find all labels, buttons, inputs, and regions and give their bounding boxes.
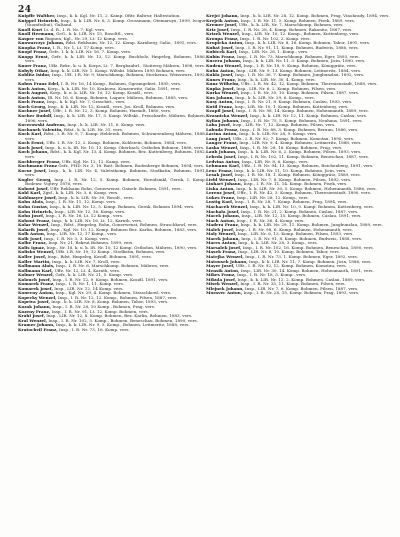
- entry-name: Kylian Johann,: [206, 117, 240, 123]
- entry-name: Kolouch Josef,: [18, 276, 52, 282]
- entry-text: Insp., k. k. LIR. Nr. 11, 6. Komp. vers.: [66, 122, 146, 128]
- entry-name: Kobus Franz Edel,: [18, 81, 60, 87]
- entry-text: Insp., LIR. Nr. 12, 16. Komp. vers.: [53, 208, 126, 214]
- entry-name: Kupka Josef,: [206, 85, 235, 91]
- entry-text: Lt. d. R., I. R. Nr. 7, Kgl. vers.: [42, 26, 106, 32]
- entry-name: Kvasnicka Wenzel,: [206, 113, 249, 119]
- entry-text: Korp., k. k. LIR. Nr. 10, Krakowa. Konzenwitz, Galiz. 1891, vers.: [46, 85, 181, 91]
- entry-name: Koch Anton,: [18, 85, 47, 91]
- entry-text: Insp., I. R. Nr. 28, 4. Komp. Bohmen, Rakonitz, 1887, vers.: [229, 26, 353, 32]
- entry-text: Rdst., k. k. Kgl. Nr. 13, 4. Komp. Bohmen, Bez. Kuttenberg, Bohmen, 1882, vers.: [25, 149, 206, 159]
- entry-text: Insp. Nr. 21, Rekrut Bohmen, 1899, vers.: [47, 240, 134, 246]
- entry-text: Insp., I. R. Nr. 12, 5. Komp. Bohmen, Horodsmkl, Gernk, I. Komp. Bodenw. Vojtivy, 1876, vers.: [25, 176, 206, 187]
- entry-name: Liebl Wenzel,: [206, 176, 237, 182]
- entry-name: Lustig Karl,: [206, 199, 234, 205]
- entry-text: Insp., I. R. Nr. 28, 15. Komp. Bohmen, Prag, 1893, vers.: [242, 290, 360, 296]
- entry-text: Insp., I. R. Nr. 6, Marschkomp. Bohmen, Mähren, vers.: [54, 263, 170, 269]
- entry-text: Insp., I. R. Nr. 73, 16. Komp. vers.: [57, 326, 130, 332]
- entry-text: Rdst., I. R. Nr. 9, 7. Komp. Heldersb. Bohmen, Schwarzenberg Mähren, 1888, vers.: [25, 131, 206, 141]
- page-number: 24: [18, 5, 32, 15]
- entry-text: Insp., I. R. Nr. 3, 3. Komp. vers.: [42, 235, 110, 241]
- entry-text: Uffz. I.R. Nr. 10, 12 Komp., Stodkatin, Bohmen, vers.: [54, 249, 166, 255]
- entry-text: Insp., k. u. k. IR. Nr. 10, 13. Komp. Oberbach, Ostbohm Bohmen, 1886, vers.: [43, 144, 205, 150]
- entry-text: Insp., I. R. Nr. 18, 9. Komp. Bohmen, Königgrätz, vers.: [242, 63, 357, 69]
- entry-name: Laba Josef,: [206, 122, 232, 128]
- entry-text: Uffz. Kgl. Nr. 12, 12. Kamp. vers.: [60, 158, 131, 164]
- entry-text: Insp., k. k. LIR. Nr. 30, Rosolt., vers.: [56, 194, 134, 200]
- entry-text: Insp., k. k. LIR. Nr. 16, Lt. 12, Karnth, vers.: [50, 217, 143, 223]
- entry-name: Lehmann Karl,: [206, 163, 241, 169]
- entry-text: Insp., LIR. Nr. 7, 6. Komp. Bohmen, Pilsen, 1887, vers.: [243, 285, 359, 291]
- entry-name: Machala Josef,: [206, 208, 240, 214]
- entry-name: Knopka Franz,: [18, 44, 52, 50]
- entry-text: Insp., k. k. LIR. Nr. 29, 6. Komp., vers.: [233, 94, 315, 100]
- entry-name: Krejci Johann,: [206, 14, 239, 18]
- entry-name: Moravec Anton,: [206, 290, 243, 296]
- entry-name: Mikula Josef,: [206, 276, 237, 282]
- entry-name: Misek Wenzel,: [206, 281, 240, 287]
- entry-text: Uffz. Nr. 12, Lt. 4, Karnth, vers.: [53, 267, 121, 273]
- entry-name: Kochberger Franz,: [18, 158, 61, 164]
- entry-text: Uffz., I. R. Nr. 92, 12. Komp. Bohmen, Komotau, vers.: [234, 263, 347, 269]
- list-entry: [18, 328, 206, 333]
- entry-text: Insp., I. R. Nr. 88, 3. Komp. Bohmen, Beraun, 1886, vers.: [238, 126, 359, 132]
- entry-name: Mlejnek Johann,: [206, 285, 244, 291]
- entry-name: Kochanek Valentin,: [18, 126, 63, 132]
- left-column: [18, 14, 206, 534]
- entry-text: Insp., I. R. Nr. 11, 14. Komp. Bohmen, Pisek, vers.: [242, 181, 348, 187]
- entry-text: Uffr., I. R. Nr. 12, 3. Komp. Bohmen, Harmdt, 1880, vers.: [51, 108, 172, 114]
- entry-name: Kozeny Franz,: [18, 308, 51, 314]
- entry-name: Konecny Anton,: [18, 290, 55, 296]
- entry-text: Rdst., k. k. LIR. Nr. 31, vers.: [62, 126, 124, 132]
- entry-text: Insp., k. k. LIR. Nr. 28, 9. Komp. vers.: [237, 131, 318, 137]
- entry-text: Insp., LIR. Nr. 6, 13. Komp. Bohmen, Pilsen, 1893, vers.: [236, 231, 354, 237]
- entry-text: Korp., k. u. k. LIR. Nr. 10, 12. Komp. Kosidl., vers.: [48, 90, 154, 96]
- entry-name: Kocher Rudolf,: [18, 113, 53, 119]
- entry-text: Insp., I. R. Nr. 18, 5. Komp., vers.: [235, 272, 307, 278]
- entry-text: Insp., k. k. LIR. Nr. 6, 2. Komp. Bohmen, Pilsen, 1893, vers.: [236, 149, 362, 155]
- entry-name: Koch Josef,: [18, 144, 44, 150]
- entry-name: Kolmer Wenzel,: [18, 272, 55, 278]
- entry-name: Kucera Johann,: [206, 58, 242, 64]
- entry-name: Lacina Anton,: [206, 131, 238, 137]
- entry-name: Koller Josef,: [18, 253, 47, 259]
- entry-text: Insp., I. R. Nr. 98, 6. Komp. Bohmen, Hohenmauth, vers.: [234, 226, 353, 232]
- entry-text: Insp., I. R. Nr. 18, 1. Komp. Bohmen, Königgrätz, 1889, vers.: [233, 172, 361, 178]
- entry-name: Krizek Wenzel,: [206, 31, 241, 37]
- entry-name: Kogler Georg,: [18, 176, 52, 182]
- entry-text: Insp., I. R. Nr. 75, 5. Komp. Bohmen, Neuhaus, 1891, vers.: [239, 117, 363, 123]
- entry-text: Insp., LIR. Nr. 7, 12. Komp. Bohmen, Pilsen, vers.: [231, 122, 336, 128]
- entry-name: Kohn Heinrich,: [18, 208, 54, 214]
- entry-name: Kocerowski Andreas,: [18, 122, 66, 128]
- entry-name: Kochmann Franz: [18, 163, 57, 169]
- entry-text: Insp., k. k. LIR. Nr. 29, 11. Komp. Bohmen, Jungbunzlau, 1889, vers.: [239, 222, 383, 228]
- entry-text: Insp., k. k. LIR. Nr. 12, Kosidl., vers. Jos. Kroll, Bohmen, vers.: [46, 103, 176, 109]
- entry-name: Kochner Josef,: [18, 108, 52, 114]
- entry-name: Kozak Johann,: [18, 304, 52, 309]
- entry-text: Insp., I. R. Nr. 73, Marschkomp. Bohmen, Eger, 1893, vers.: [235, 53, 360, 59]
- entry-text: Insp., k. k. LIR. Nr. 12, 11. Komp. Bohmen, Caslau, vers.: [248, 113, 368, 119]
- entry-name: Kolarik Josef,: [18, 226, 50, 232]
- entry-text: Insp., k. k. LIR. Nr. 11, 7. Komp. Bohmen, Jicin, 1886, vers.: [247, 258, 372, 264]
- entry-name: Lesak Josef,: [206, 172, 234, 178]
- entry-text: Uffz., I. R. Nr. 42, 12. Komp. Bohmen, Theresienstadt, 1888, vers.: [239, 81, 378, 87]
- entry-name: Matousek Johann,: [206, 258, 248, 264]
- entry-text: Gefr., I. k. k. LIR. Nr. 16, 7. Komp. vers.: [47, 49, 132, 55]
- entry-text: Insp., I. R. Nr. 36, 7. Komp. Bohmen, Jungbunzlau, 1892, vers.: [233, 72, 365, 78]
- entry-text: Insp., k. k. LIR. Nr. 7, Kroll, vers.: [50, 258, 121, 264]
- entry-name: Mikes Franz,: [206, 272, 236, 278]
- entry-text: Insp. k. k. LIR. Nr. 1. Komp. Wiltskt. Mähren 1895 Bohmen, vers.: [49, 67, 186, 73]
- entry-name: Laska Wenzel,: [206, 144, 239, 150]
- right-column: [206, 14, 394, 534]
- entry-name: Kremer Josef,: [206, 22, 238, 28]
- entry-text: Rugnen, Kgl., Nr. 29, Lt. 12 Komp. vers.: [43, 35, 129, 41]
- entry-name: Lang Josef,: [206, 135, 232, 141]
- entry-name: Knowarczyc Johann,: [18, 40, 65, 46]
- entry-name: Koch Anton,: [18, 94, 47, 100]
- entry-name: Madera Franz,: [206, 222, 240, 228]
- entry-text: Insp., LIR. Nr. 10, 1. Komp. Bohmen, Kuttenberg, vers.: [233, 103, 349, 109]
- entry-name: Knippel Heinrich,: [18, 17, 60, 23]
- entry-name: Kopecky Wenzel,: [18, 294, 57, 300]
- entry-name: Kolis Ignaz,: [18, 244, 46, 250]
- entry-name: Machacek Wenzel,: [206, 203, 249, 209]
- entry-name: Koch Franz,: [18, 99, 46, 105]
- entry-name: Kratochvil Franz,: [18, 326, 58, 332]
- entry-name: Kasper von: [18, 35, 44, 41]
- entry-name: Mares Anton,: [206, 240, 237, 246]
- entry-text: GeG., k. k. LIR. Nr. 15, Rosolttl., vers.: [54, 31, 135, 37]
- entry-name: Lebeda Josef,: [206, 153, 237, 159]
- entry-text: Insp., k. k. LIR. Nr. 4, Valetstkomp. Bohmen, Stodkatin, Bohmen, 1891, vers.: [25, 167, 206, 178]
- entry-text: Insp., k. k. LIR. Nr. 30, 4. Komp. vers.: [236, 76, 316, 82]
- entry-text: Insp., k. k. LIR. Nr. 11, 3. Komp. Bohmen, Jicin, 1890, vers.: [241, 58, 366, 64]
- entry-text: Insp., Kgl. Nr. 29, 4. Komp. Bohmen, Straschkowl, vers.: [54, 290, 172, 296]
- entry-name: Kohlmayer Josef,: [18, 194, 57, 200]
- entry-text: Insp., I. R. Nr. 36, 4. Komp. vers.: [235, 217, 305, 223]
- entry-name: Kolbe Franz,: [18, 240, 48, 246]
- entry-name: Knopf Franz,: [18, 49, 48, 55]
- entry-name: Kocur Josef,: [18, 167, 47, 173]
- entry-name: Linhart Johann,: [206, 181, 243, 187]
- entry-name: Kolisko Wenzel,: [18, 249, 55, 255]
- entry-name: Kroupa Franz,: [206, 35, 239, 41]
- entry-name: Marek Johann,: [206, 235, 240, 241]
- entry-text: Insp., Rdst., Hmpeleg, Rohn, Gonerwenst, Bohmen, Straschkowl, vers.: [49, 222, 198, 228]
- entry-text: Insp., I. R. Nr. 16, Lt. 12 Komp., vers.: [44, 213, 124, 219]
- entry-name: Krejcik Anton,: [206, 17, 240, 23]
- entry-text: Insp., LIR. Nr. 10, 12. Komp., Bohmen, Kuttenberg, vers.: [240, 31, 360, 37]
- entry-text: Insp., I. R. Nr. 98, 14. Komp. Bohmen, Hohenmauth, 1889, vers.: [234, 108, 369, 114]
- entry-text: Insp., k. k. LIR. Nr. 12, 2. Komp. Bohmen, Caslau, 1889, vers.: [236, 276, 366, 282]
- entry-text: Insp., I. R. Nr. 28, 16. Komp. Bohmen, Prag, vers.: [238, 144, 343, 150]
- entry-name: Kollmann Alois,: [18, 263, 55, 269]
- entry-text: Insp., I. R. Nr. 73, 1. Komp. Bohmen, Eger, 1892, vers.: [243, 253, 359, 259]
- entry-text: Insp., Uff., I.R. Nr. 9, Marschkomp. Bohmen, Stockerau, Weisswurz, 1892, vers.: [25, 72, 206, 82]
- entry-text: Insp., I. R. Nr. 102, 2. Komp. vers.: [238, 35, 311, 41]
- entry-text: Insp., I. R. Nr. 28, 10 Komp., Bohmen, Prag, vers.: [51, 304, 156, 309]
- entry-text: IR. Nr. 16, 6. Komp. Bohmen, Laquer, Mähren, Bohmen, 1885, vers.: [46, 94, 189, 100]
- entry-text: Uffz. I. R. Nr. 12, 2. Komp. Bohmen, Kohlstein, Bohmen, 1884, vers.: [44, 140, 188, 146]
- entry-name: Ledvina Anton,: [206, 158, 241, 164]
- entry-name: Kollmann Karl,: [18, 267, 54, 273]
- entry-name: Kral Wenzel,: [18, 317, 48, 323]
- entry-name: Liska Anton,: [206, 185, 235, 191]
- entry-text: Insp., LIR. Nr. 6, 2. Komp. Bohmen, Pilsen, vers.: [234, 85, 337, 91]
- entry-text: Insp., LIR. Nr. 7, 8. Komp. Bohmen, Pilsen, 1892, vers.: [236, 176, 352, 182]
- entry-text: I. R. Nr. 16, 14 Komp., Bohmen, Ggramgebiet, 1895, vers.: [59, 81, 182, 87]
- entry-text: Insp., I. R. Nr. 91, 11. Komp. Bohmen, Budweis, 1886, vers.: [233, 44, 359, 50]
- entry-name: Koch Johann,: [18, 149, 49, 155]
- entry-text: Insp., I. R. Nr. 35, 10. Komp. Bohmen, Pilsen, 1887, vers.: [239, 90, 360, 96]
- entry-text: Insp., Nr. 18, k. u. k. IR. Nr. 10, 12 Komp. Ostbohm, Mähren, 1890, vers.: [45, 244, 198, 250]
- entry-name: Kolar Wenzel,: [18, 222, 50, 228]
- entry-name: Kriz Josef,: [206, 26, 230, 32]
- list-entry: [206, 291, 394, 296]
- entry-name: Lorenz Josef,: [206, 190, 236, 196]
- entry-text: Gefr., k. k. LIR. Nr. 13, 12. Komp. Buchholz, Hmpeleg, Bohmen, 1886, vers.: [25, 53, 206, 64]
- entry-name: Lenc Franz,: [206, 167, 233, 173]
- entry-text: Insp., k. k. LIR. Nr. 28, 3. Komp., vers.: [236, 240, 318, 246]
- entry-text: Insp., k. k. Kgl. Nr. 11, 2. Kamp. Ofitr. Baltrur, Haltestation.: [55, 14, 181, 18]
- entry-name: Malek Josef,: [206, 226, 235, 232]
- entry-name: Knipffe Walther,: [18, 14, 56, 18]
- entry-name: Kubat Josef,: [206, 44, 234, 50]
- entry-text: I. R., Nr. 1, Lt. 17 Komp. vers.: [51, 44, 115, 50]
- entry-name: Kuhn Anton,: [206, 67, 235, 73]
- entry-name: Maly Wenzel,: [206, 231, 237, 237]
- entry-text: Insp., I. R. Nr. 21, 8. Komp. Bohmen, Caslau, 1893, vers.: [233, 99, 353, 105]
- entry-name: Koch Karl,: [18, 131, 43, 137]
- entry-name: Marsalek Josef,: [206, 244, 242, 250]
- entry-text: Insp., I. R. Nr. 12, 9. Komp. Bohmen, Kosidl. 1891, vers.: [51, 276, 169, 282]
- entry-text: Insp., k. k. LIR. Nr. 10, 9. Komp. Bohmen, Kuttenberg, vers.: [248, 203, 374, 209]
- entry-name: Langer Franz,: [206, 140, 238, 146]
- entry-text: Insp., I. R. Nr. 11, 12. Komp. vers.: [44, 199, 117, 205]
- entry-name: Kohn Gustav,: [18, 203, 49, 209]
- entry-text: Insp., LIR. Nr. 12, 8. Komp. Bohmen, Bez. Karlin, Bohmen, 1883, vers.: [45, 313, 193, 319]
- entry-name: Kohn Josef,: [18, 213, 45, 219]
- entry-name: Knoll Hermann,: [18, 31, 55, 37]
- entry-name: Masek Franz,: [206, 249, 237, 255]
- entry-name: Knoll Kurt: [18, 26, 43, 32]
- entry-text: Insp., I. R. Nr. 91, 8. Komp. Bohmen, Budweis, 1888, vers.: [239, 235, 363, 241]
- entry-name: Kusy Anton,: [206, 99, 234, 105]
- entry-name: Kohn Alois,: [18, 199, 45, 205]
- entry-text: Insp., k. k. LIR. Nr. 17, 5. Komp. Wiltskt., Prenckarde, Mähren, Bohmen, 1896, vers.: [25, 113, 206, 123]
- entry-name: Mensik Anton,: [206, 267, 240, 273]
- entry-name: Koch Georg,: [18, 103, 47, 109]
- entry-text: Insp., k. k. LIR. Nr. 28, 12. Komp. Bohmen, Prag, Vinohrady, 1894, vers.: [238, 14, 390, 18]
- entry-text: Gefr., FHD. Nr. 3, 18. Batt. Bohmen, Bodenberge Bohmen, 1894, vers.: [56, 163, 205, 169]
- entry-name: Macek Johann,: [206, 213, 241, 219]
- entry-name: Kurka Wenzel,: [206, 90, 240, 96]
- entry-name: Kramer Johann,: [18, 322, 55, 328]
- entry-text: Uffr. Reklsaim Rohn, Gonerwenst, Gaiselr. Bohmen, 1891, vers.: [48, 185, 182, 191]
- entry-text: Insp., LIR. Nr. 28, 12. Komp., vers.: [235, 194, 309, 200]
- entry-text: Insp., k. k. LIR. Nr. 9, 3. Komp., Bohmen, Leitmeritz, 1888, vers.: [54, 322, 190, 328]
- entry-name: Kutil Franz,: [206, 103, 234, 109]
- entry-text: Insp., I. R. Nr. 91, Lt. 12, Komp. Bohmen, vers.: [50, 308, 149, 314]
- entry-text: Insp., I. R. Nr. 102, 11. Komp. Bohmen, Beneschau, 1887, vers.: [236, 153, 370, 159]
- entry-text: Insp., LIR. Nr. 30, 14. Komp. Bohmen, Hohenmauth, 1891, vers.: [239, 267, 374, 273]
- entry-text: Insp., Kgl. Nr. 10, 12. Komp. Bohmen Bez. Karlin, Bohmen, 1883, vers.: [49, 226, 198, 232]
- entry-name: Kunes Franz,: [206, 76, 237, 82]
- entry-text: Insp., k. k. LIR. Nr. 6, 3. Komp. Grossmann, Otemaruyu, 1899, Ivogur (Vaomfrabui), Gultand.: [25, 17, 206, 28]
- entry-text: Insp., LIR. Nr. 12, 14 Komp. vers.: [52, 285, 124, 291]
- entry-name: Mach Anton,: [206, 217, 236, 223]
- entry-text: Insp., I. R. Nr. 11, 5. Komp. Bohmen, Pisek, 1889, vers.: [239, 17, 356, 23]
- entry-name: Kubicek Karl,: [206, 49, 238, 55]
- entry-name: Koblitz Isidor,: [18, 72, 51, 78]
- entry-name: Komarek Josef,: [18, 285, 53, 291]
- entry-name: Mayer Josef,: [206, 263, 235, 269]
- entry-text: Insp., I. R. Nr. 28, 7. Komp. Bohmen, Prag, 1894, vers.: [233, 199, 348, 205]
- entry-name: Koch August,: [18, 90, 49, 96]
- entry-text: Insp., k. k. LIR. Nr. 12, 5. Komp. Bohmen, Gernk, Bohmen 1894, vers.: [48, 203, 195, 209]
- entry-text: Insp., LIR. Nr. 9, 4. Komp. Bohmen, Leitmeritz, 1888, vers.: [237, 140, 362, 146]
- entry-name: Knorr Franz,: [18, 63, 48, 69]
- entry-name: Kubin Franz,: [206, 53, 236, 59]
- entry-text: Insp., k. k. LIR. Nr. 8, Komp. Bohmen, Tabor, 1893, vers.: [49, 299, 169, 305]
- entry-text: Insp., I. R. Nr. 35, 11. Komp. Bohmen, Pilsen, vers.: [239, 281, 346, 287]
- entry-name: Lukes Franz,: [206, 194, 236, 200]
- entry-name: Kolb Anton,: [18, 231, 46, 237]
- entry-text: Insp., LIR. Nr. 12, 15. Komp. Bohmen, Caslau, 1891, vers.: [240, 213, 362, 219]
- entry-name: Labuda Franz,: [206, 126, 239, 132]
- entry-name: Krahl Josef,: [18, 313, 45, 319]
- entry-text: Insp., I. R. Nr. 12, 12. Komp., Bohmen, Pilsen, 1887, vers.: [56, 294, 178, 300]
- entry-text: Insp., k. k. LIR. Nr. 30, 5. Komp. Bohmen, Hohenmauth, 1886, vers.: [234, 185, 377, 191]
- entry-text: Uffz., k. k. LIR. Nr. 7, Marschkomp. Bohmen, vers.: [237, 22, 344, 28]
- entry-text: Uffz., I. R. Nr. 42, 3. Komp. Bohmen, Theresienstadt, 1890, vers.: [235, 190, 372, 196]
- entry-text: Insp., I. R. Nr. 102, 16. Komp. Bohmen, Beneschau, 1890, vers.: [241, 244, 374, 250]
- entry-name: Kvapil Josef,: [206, 108, 235, 114]
- entry-name: Kus Johann,: [206, 94, 234, 100]
- entry-name: Krupicka Anton,: [206, 40, 244, 46]
- entry-text: Insp., LIR. Nr. 8, 10. Komp. Bohmen, Tabor, vers.: [236, 249, 340, 255]
- entry-name: Koch Ernst,: [18, 140, 45, 146]
- entry-text: Gefr., k. k. LIR. Nr. 21, 5. Komp. vers.: [54, 272, 134, 278]
- entry-text: Insp., I. R. Nr. 21, 2. Komp. Bohmen, Caslau, 1887, vers.: [239, 208, 359, 214]
- entry-name: Kopriva Josef,: [18, 299, 50, 305]
- entry-text: Uffz. Rekr., k. u. k. Korps, Lt. 7. Bergbaubrl., Stoiterrg Mähren, 1898, vers.: [47, 63, 206, 69]
- entry-name: Knopp Ernst,: [18, 53, 50, 59]
- entry-text: Uffz., I. R. Nr. 94, 13. Komp. Bohmen, Reichenberg, 1891, vers.: [240, 163, 374, 169]
- entry-name: Matejka Wenzel,: [206, 253, 244, 259]
- entry-text: Rdst. Reklsaim, Nr. 12, 12. Komp. Karnberg, Galiz., 1891, vers.: [64, 40, 198, 46]
- entry-text: Zgsf., k. k. LIR. Nr. 3, 6. Komp. vers.: [41, 190, 119, 196]
- entry-text: Insp., k. k. LIR. Nr. 8, 16. Komp. Bohmen, Tabor, 1891, vers.: [243, 40, 371, 46]
- entry-text: Uffz., I. R. Nr. 92, 7. Komp. Bohmen, Komotau, 1890, vers.: [231, 135, 355, 141]
- entry-text: Insp., LIR. Nr. 9, 13. Komp. Bohmen, Leitmeritz, 1884, vers.: [235, 67, 362, 73]
- entry-name: Kudrna Wenzel,: [206, 63, 243, 69]
- entry-name: Kobyly Otkar,: [18, 67, 50, 73]
- entry-name: Laub Johann,: [206, 149, 237, 155]
- entry-name: Koller Martin,: [18, 258, 51, 264]
- entry-name: Kohout Franz,: [18, 217, 51, 223]
- entry-text: Insp., I. R. Nr. 102, 5. Komp., Bohmen, Beneschau, Bohmen, 1890, vers.: [47, 317, 198, 323]
- entry-name: Kohout Josef,: [18, 185, 49, 191]
- entry-text: Insp., LIR. Nr. 8, 6. Komp., vers.: [240, 158, 309, 164]
- entry-text: Insp., k. k. Kgl. Nr. 7, Graschitt., vers.: [45, 99, 126, 105]
- entry-name: Kohl Karl,: [18, 190, 42, 196]
- entry-text: Insp., LIR. Nr. 12, 17 Komp., vers.: [45, 231, 118, 237]
- entry-name: Kukla Josef,: [206, 72, 234, 78]
- entry-name: Komarek Franz,: [18, 281, 55, 287]
- entry-text: Insp., Rdst. Hmpeleg, Kosidl. Bohmen, 1891, vers.: [46, 253, 152, 259]
- entry-name: Kolb Josef,: [18, 235, 43, 241]
- entry-text: Insp., I. R. Nr. 1, 11. Komp. vers.: [54, 281, 124, 287]
- entry-text: Insp., LIR. Nr. 28, 1. Komp., vers.: [237, 49, 309, 55]
- entry-name: Kunz Wilhelm,: [206, 81, 240, 87]
- entry-text: Insp., k. k. LIR. Nr. 11, 10. Komp. Bohmen, Jicin, vers.: [232, 167, 347, 173]
